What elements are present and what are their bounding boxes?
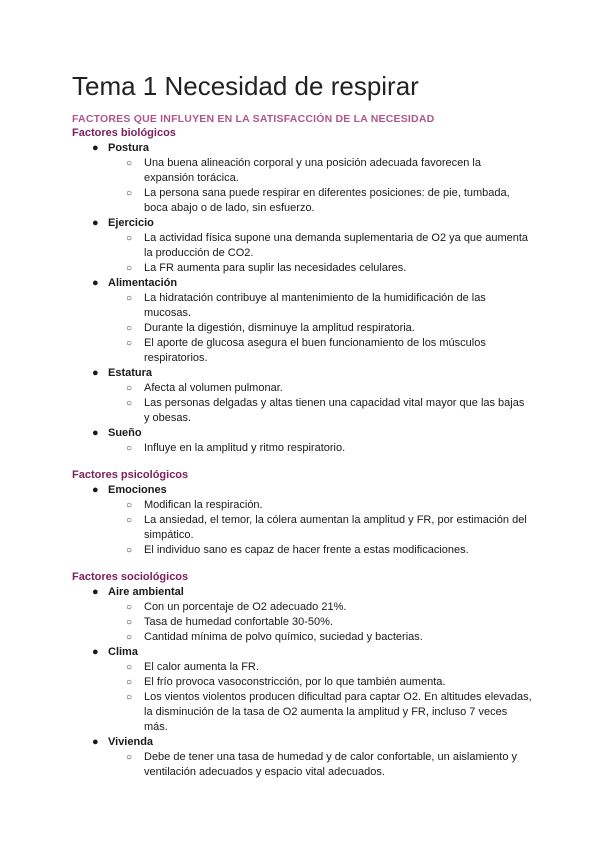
bullet-disc-icon: ● (92, 427, 99, 439)
factor-list (72, 585, 532, 780)
point-item (126, 690, 532, 735)
point-text: Cantidad mínima de polvo químico, suciedad y bacterias. (144, 631, 423, 643)
bullet-circle-icon: ○ (126, 263, 133, 274)
bullet-circle-icon: ○ (126, 545, 133, 556)
point-item (126, 231, 532, 261)
factor-label: Postura (108, 142, 149, 154)
bullet-circle-icon: ○ (126, 692, 133, 703)
factor-label: Sueño (108, 427, 142, 439)
point-text: Los vientos violentos producen dificultad para captar O2. En altitudes elevadas, la disminución de la tasa de O2 aumenta la amplitud y FR, incluso 7 veces más. (144, 691, 532, 733)
factor-list (72, 141, 532, 456)
bullet-disc-icon: ● (92, 646, 99, 658)
point-text: Modifican la respiración. (144, 499, 263, 511)
point-item (126, 186, 532, 216)
point-list (108, 291, 532, 366)
point-item (126, 543, 532, 558)
bullet-circle-icon: ○ (126, 383, 133, 394)
point-item (126, 675, 532, 690)
point-item (126, 630, 532, 645)
point-list (108, 660, 532, 735)
bullet-disc-icon: ● (92, 217, 99, 229)
document-page (72, 70, 532, 780)
point-item (126, 513, 532, 543)
point-text: Influye en la amplitud y ritmo respiratorio. (144, 442, 346, 454)
factor-item (92, 585, 532, 645)
factor-label: Aire ambiental (108, 586, 184, 598)
factor-item (92, 366, 532, 426)
factor-label: Estatura (108, 367, 153, 379)
bullet-circle-icon: ○ (126, 323, 133, 334)
point-list (108, 498, 532, 558)
bullet-disc-icon: ● (92, 586, 99, 598)
point-text: Durante la digestión, disminuye la amplitud respiratoria. (144, 322, 415, 334)
point-list (108, 600, 532, 645)
section-heading: Factores psicológicos (72, 469, 189, 481)
factor-item (92, 483, 532, 558)
factor-label: Emociones (108, 484, 167, 496)
bullet-circle-icon: ○ (126, 293, 133, 304)
factor-item (92, 645, 532, 735)
point-list (108, 750, 532, 780)
bullet-circle-icon: ○ (126, 158, 133, 169)
bullet-circle-icon: ○ (126, 752, 133, 763)
point-text: El aporte de glucosa asegura el buen funcionamiento de los músculos respiratorios. (144, 337, 486, 364)
point-text: La actividad física supone una demanda suplementaria de O2 ya que aumenta la producción de CO2. (144, 232, 529, 259)
point-item (126, 321, 532, 336)
point-text: El individuo sano es capaz de hacer frente a estas modificaciones. (144, 544, 469, 556)
point-text: Una buena alineación corporal y una posición adecuada favorecen la expansión torácica. (144, 157, 481, 184)
point-item (126, 498, 532, 513)
factor-item (92, 276, 532, 366)
bullet-circle-icon: ○ (126, 632, 133, 643)
section-heading: Factores sociológicos (72, 571, 189, 583)
factor-label: Vivienda (108, 736, 154, 748)
bullet-circle-icon: ○ (126, 338, 133, 349)
point-item (126, 381, 532, 396)
bullet-disc-icon: ● (92, 484, 99, 496)
point-item (126, 336, 532, 366)
bullet-circle-icon: ○ (126, 443, 133, 454)
bullet-circle-icon: ○ (126, 233, 133, 244)
bullet-circle-icon: ○ (126, 398, 133, 409)
point-item (126, 750, 532, 780)
factor-item (92, 141, 532, 216)
bullet-circle-icon: ○ (126, 662, 133, 673)
factor-label: Alimentación (108, 277, 178, 289)
section-gap (72, 558, 532, 570)
point-list (108, 231, 532, 276)
factor-label: Clima (108, 646, 138, 658)
bullet-circle-icon: ○ (126, 677, 133, 688)
point-item (126, 660, 532, 675)
point-item (126, 156, 532, 186)
point-item (126, 441, 532, 456)
page-title: Tema 1 Necesidad de respirar (72, 71, 419, 101)
point-text: La hidratación contribuye al mantenimiento de la humidificación de las mucosas. (144, 292, 486, 319)
bullet-circle-icon: ○ (126, 188, 133, 199)
point-list (108, 381, 532, 426)
point-text: La FR aumenta para suplir las necesidades celulares. (144, 262, 407, 274)
point-text: La ansiedad, el temor, la cólera aumentan la amplitud y FR, por estimación del simpático. (144, 514, 527, 541)
point-list (108, 441, 532, 456)
factor-list (72, 483, 532, 558)
point-text: Debe de tener una tasa de humedad y de calor confortable, un aislamiento y ventilación adecuados y espacio vital adecuados. (144, 751, 518, 778)
point-item (126, 291, 532, 321)
point-item (126, 615, 532, 630)
point-text: Con un porcentaje de O2 adecuado 21%. (144, 601, 347, 613)
point-text: Tasa de humedad confortable 30-50%. (144, 616, 333, 628)
bullet-circle-icon: ○ (126, 500, 133, 511)
point-text: Afecta al volumen pulmonar. (144, 382, 283, 394)
bullet-circle-icon: ○ (126, 602, 133, 613)
point-item (126, 600, 532, 615)
point-list (108, 156, 532, 216)
factor-item (92, 216, 532, 276)
bullet-circle-icon: ○ (126, 617, 133, 628)
factor-item (92, 426, 532, 456)
factor-label: Ejercicio (108, 217, 154, 229)
bullet-circle-icon: ○ (126, 515, 133, 526)
bullet-disc-icon: ● (92, 736, 99, 748)
point-text: Las personas delgadas y altas tienen una capacidad vital mayor que las bajas y obesas. (144, 397, 525, 424)
section-gap (72, 456, 532, 468)
section-heading: Factores biológicos (72, 127, 176, 139)
point-text: El calor aumenta la FR. (144, 661, 259, 673)
point-item (126, 396, 532, 426)
point-text: El frío provoca vasoconstricción, por lo que también aumenta. (144, 676, 446, 688)
point-text: La persona sana puede respirar en diferentes posiciones: de pie, tumbada, boca abajo o de lado, sin esfuerzo. (144, 187, 510, 214)
bullet-disc-icon: ● (92, 277, 99, 289)
bullet-disc-icon: ● (92, 142, 99, 154)
document-subtitle: FACTORES QUE INFLUYEN EN LA SATISFACCIÓN DE LA NECESIDAD (72, 113, 435, 125)
factor-item (92, 735, 532, 780)
sections-container (72, 126, 532, 780)
point-item (126, 261, 532, 276)
bullet-disc-icon: ● (92, 367, 99, 379)
